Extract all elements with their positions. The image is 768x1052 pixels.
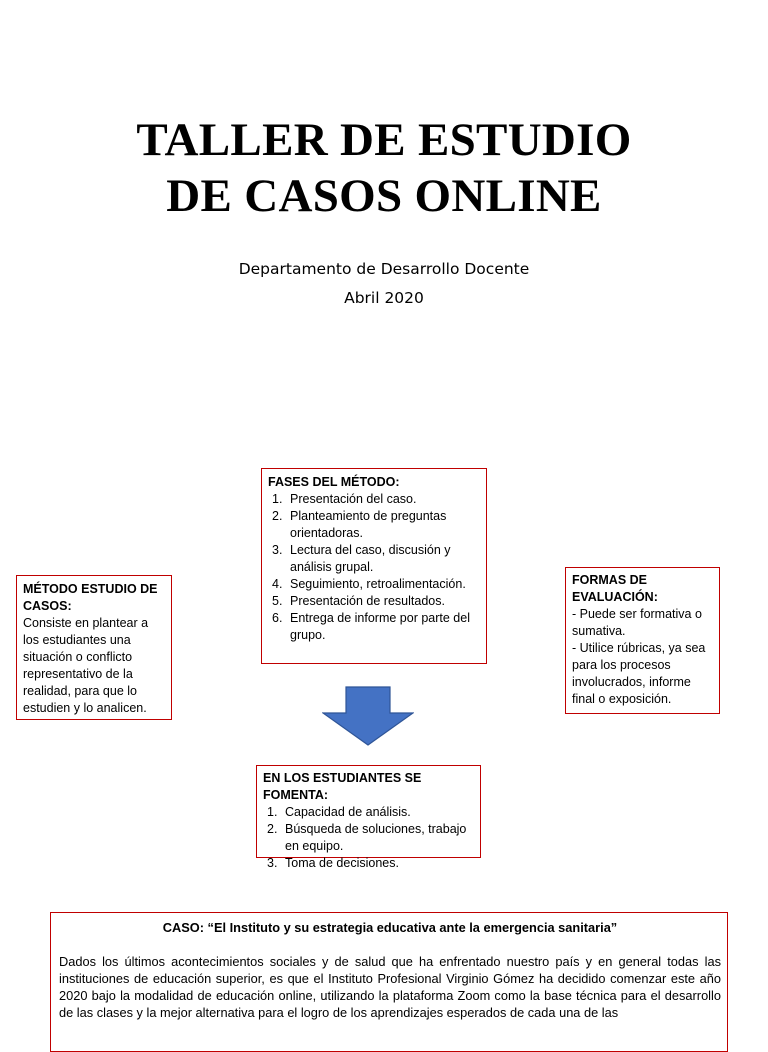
list-number: 1. xyxy=(267,805,278,819)
formas-line-1: - Puede ser formativa o sumativa. xyxy=(572,607,702,638)
title-line-2: DE CASOS ONLINE xyxy=(166,170,602,222)
down-arrow-icon xyxy=(322,686,414,746)
case-box xyxy=(50,912,728,1052)
page-title xyxy=(0,112,768,224)
list-text: Búsqueda de soluciones, trabajo en equipo. xyxy=(285,822,467,853)
formas-heading: FORMAS DE EVALUACIÓN: xyxy=(572,573,658,604)
list-number: 2. xyxy=(272,509,283,523)
case-title: CASO: “El Instituto y su estrategia educativa ante la emergencia sanitaria” xyxy=(162,920,618,935)
fomenta-heading: EN LOS ESTUDIANTES SE FOMENTA: xyxy=(263,771,422,802)
list-item xyxy=(263,804,475,821)
date-label: Abril 2020 xyxy=(344,289,424,307)
list-number: 5. xyxy=(272,594,283,608)
fomenta-list xyxy=(263,804,475,872)
list-item xyxy=(268,542,480,576)
list-number: 2. xyxy=(267,822,278,836)
list-item xyxy=(268,610,480,644)
list-item xyxy=(268,491,480,508)
list-number: 6. xyxy=(272,611,283,625)
list-text: Toma de decisiones. xyxy=(285,856,399,870)
list-item xyxy=(263,821,475,855)
list-text: Capacidad de análisis. xyxy=(285,805,411,819)
fases-box xyxy=(261,468,487,664)
list-number: 1. xyxy=(272,492,283,506)
list-item xyxy=(268,593,480,610)
department-label: Departamento de Desarrollo Docente xyxy=(238,260,530,278)
list-number: 4. xyxy=(272,577,283,591)
fomenta-box xyxy=(256,765,481,870)
list-number: 3. xyxy=(272,543,283,557)
case-body: Dados los últimos acontecimientos sociales y de salud que ha enfrentado nuestro país y en general todas las instituciones de educación superior, es que el Instituto Profesional Virginio Gómez ha decidido comenzar este año 2020 bajo la modalidad de educación online, utilizando la plataforma Zoom como la base técnica para el desarrollo de las clases y la mejor alternativa para el logro de los aprendizajes esperados de cada una de las xyxy=(59,954,721,1020)
list-number: 3. xyxy=(267,856,278,870)
list-item xyxy=(268,508,480,542)
list-text: Planteamiento de preguntas orientadoras. xyxy=(290,509,447,540)
fases-heading: FASES DEL MÉTODO: xyxy=(268,475,400,489)
title-line-1: TALLER DE ESTUDIO xyxy=(136,114,632,166)
metodo-heading: MÉTODO ESTUDIO DE CASOS: xyxy=(23,582,158,613)
list-text: Lectura del caso, discusión y análisis grupal. xyxy=(290,543,451,574)
list-text: Presentación del caso. xyxy=(290,492,417,506)
fases-list xyxy=(268,491,480,644)
list-item xyxy=(263,855,475,872)
list-text: Presentación de resultados. xyxy=(290,594,445,608)
metodo-box xyxy=(16,575,172,720)
list-item xyxy=(268,576,480,593)
list-text: Seguimiento, retroalimentación. xyxy=(290,577,466,591)
formas-line-2: - Utilice rúbricas, ya sea para los procesos involucrados, informe final o exposición. xyxy=(572,641,706,706)
list-text: Entrega de informe por parte del grupo. xyxy=(290,611,470,642)
metodo-body: Consiste en plantear a los estudiantes una situación o conflicto representativo de la realidad, para que lo estudien y lo analicen. xyxy=(23,616,149,715)
formas-box xyxy=(565,567,720,714)
